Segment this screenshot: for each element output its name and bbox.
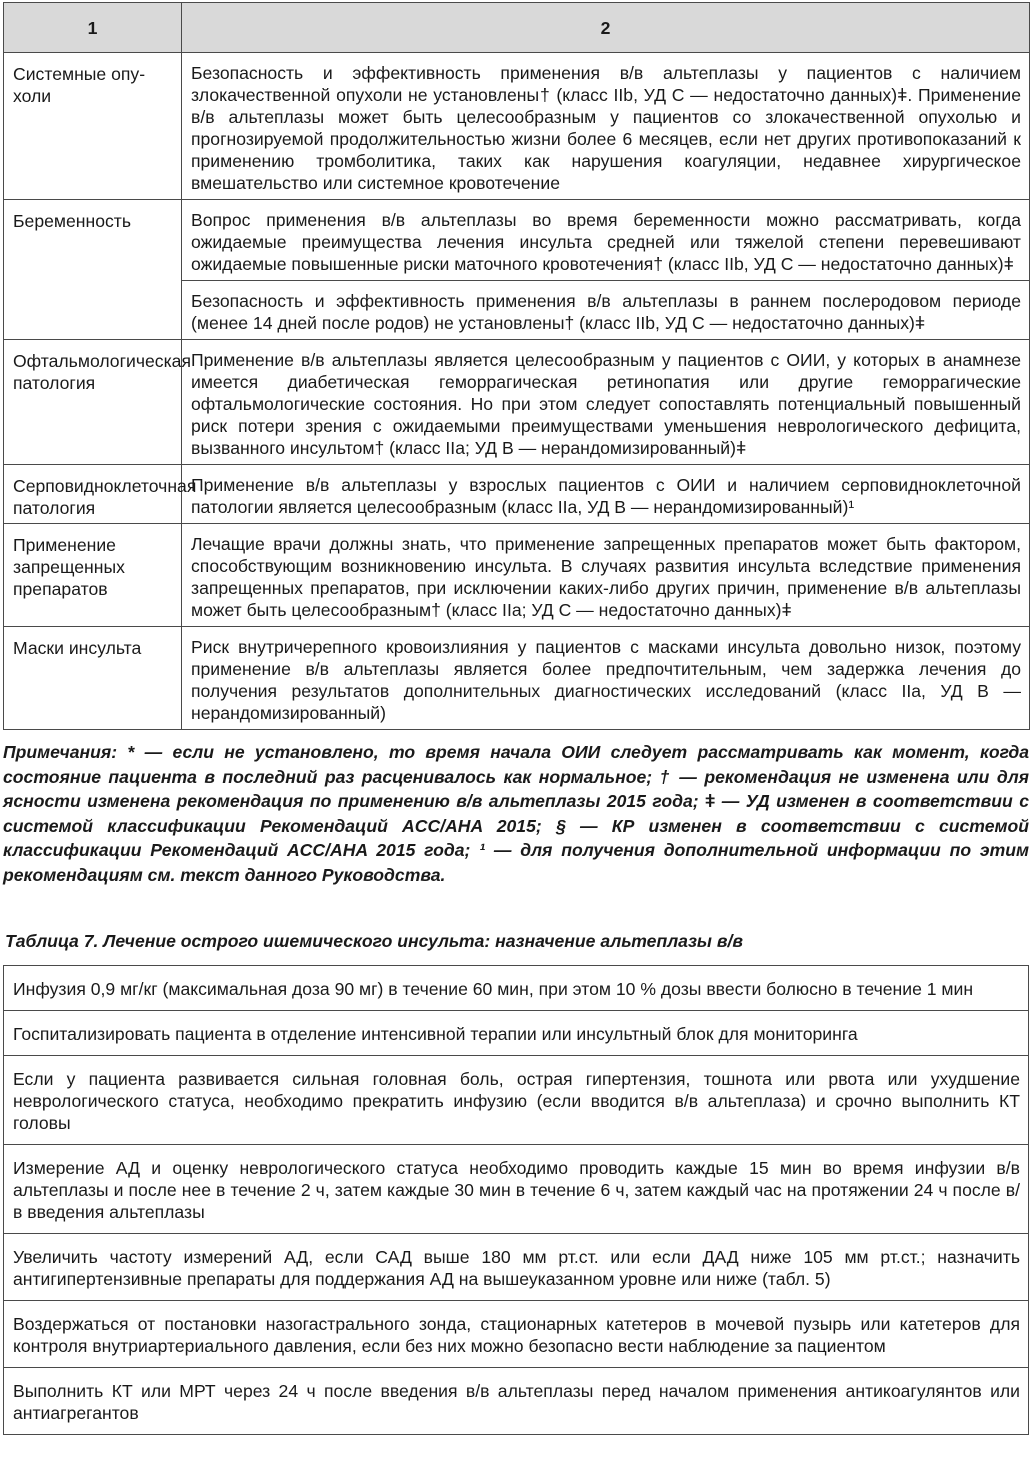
row-label-stroke-mimics: Маски инсульта xyxy=(4,627,182,730)
row-text-illicit-drugs: Лечащие врачи должны знать, что применение запрещенных препаратов может быть фактором, способствующим возникновению инсульта. В случаях развития инсульта вследствие применения запрещенных препаратов, при исключении каких-либо других причин, применение в/в альтеплазы может быть целесообразным† (класс IIa; УД С — недостаточно данных)ǂ xyxy=(182,524,1030,627)
column-header-2: 2 xyxy=(182,3,1030,53)
row-text-tumors: Безопасность и эффективность применения в/в альтеплазы у пациентов с наличием злокачественной опухоли не установлены† (класс IIb, УД С — недостаточно данных)ǂ. Применение в/в альтеплазы может быть целесообразным у пациентов со злокачественной опухолью и прогнозируемой продолжительностью жизни более 6 месяцев, если нет других противопоказаний к применению тромболитика, таких как нарушения коагуляции, недавнее хирургическое вмешательство или системное кровотечение xyxy=(182,53,1030,200)
table-row xyxy=(4,966,1029,1011)
table-7-cell: Выполнить КТ или МРТ через 24 ч после введения в/в альтеплазы перед началом применения антикоагулянтов или антиагрегантов xyxy=(4,1368,1029,1435)
column-header-1: 1 xyxy=(4,3,182,53)
row-label-ophthalmology: Офтальмологическая патология xyxy=(4,340,182,465)
table-row xyxy=(4,1234,1029,1301)
table-row xyxy=(4,627,1030,730)
row-label-tumors: Системные опу-холи xyxy=(4,53,182,200)
table-header-row xyxy=(4,3,1030,53)
table-row xyxy=(4,200,1030,281)
table-7-cell: Госпитализировать пациента в отделение интенсивной терапии или инсультный блок для мониторинга xyxy=(4,1011,1029,1056)
row-label-sickle-cell: Серповидноклеточная патология xyxy=(4,465,182,524)
row-text-sickle-cell: Применение в/в альтеплазы у взрослых пациентов с ОИИ и наличием серповидноклеточной патологии является целесообразным (класс IIa, УД В — нерандомизированный)¹ xyxy=(182,465,1030,524)
row-label-pregnancy: Беременность xyxy=(4,200,182,340)
table-7-cell: Если у пациента развивается сильная головная боль, острая гипертензия, тошнота или рвота или ухудшение неврологического статуса, необходимо прекратить инфузию (если вводится в/в альтеплаза) и срочно выполнить КТ головы xyxy=(4,1056,1029,1145)
table-row xyxy=(4,524,1030,627)
row-text-ophthalmology: Применение в/в альтеплазы является целесообразным у пациентов с ОИИ, у которых в анамнезе имеется диабетическая геморрагическая ретинопатия или другие геморрагические офтальмологические состояния. Но при этом следует сопоставлять потенциальный повышенный риск потери зрения с ожидаемыми преимуществами уменьшения неврологического дефицита, вызванного инсультом† (класс IIa; УД В — нерандомизированный)ǂ xyxy=(182,340,1030,465)
row-text-postpartum: Безопасность и эффективность применения в/в альтеплазы в раннем послеродовом периоде (менее 14 дней после родов) не установлены† (класс IIb, УД С — недостаточно данных)ǂ xyxy=(182,281,1030,340)
table-7-cell: Измерение АД и оценку неврологического статуса необходимо проводить каждые 15 мин во время инфузии в/в альтеплазы и после нее в течение 2 ч, затем каждые 30 мин в течение 6 ч, затем каждый час на протяжении 24 ч после в/в введения альтеплазы xyxy=(4,1145,1029,1234)
table-7-cell: Инфузия 0,9 мг/кг (максимальная доза 90 мг) в течение 60 мин, при этом 10 % дозы ввести болюсно в течение 1 мин xyxy=(4,966,1029,1011)
row-text-stroke-mimics: Риск внутричерепного кровоизлияния у пациентов с масками инсульта довольно низок, поэтому применение в/в альтеплазы является более предпочтительным, чем задержка лечения до получения результатов дополнительных диагностических исследований (класс IIa, УД В — нерандомизированный) xyxy=(182,627,1030,730)
table-notes: Примечания: * — если не установлено, то время начала ОИИ следует рассматривать как момент, когда состояние пациента в последний раз расценивалось как нормальное; † — рекомендация не изменена или для ясности изменена рекомендация по применению в/в альтеплазы 2015 года; ǂ — УД изменен в соответствии с системой классификации Рекомендаций ACC/AHA 2015; § — КР изменен в соответствии с системой классификации Рекомендаций ACC/AHA 2015 года; ¹ — для получения дополнительной информации по этим рекомендациям см. текст данного Руководства. xyxy=(3,742,1029,885)
table-7-cell: Воздержаться от постановки назогастрального зонда, стационарных катетеров в мочевой пузырь или катетеров для контроля внутриартериального давления, если без них можно безопасно вести наблюдение за пациентом xyxy=(4,1301,1029,1368)
table-row xyxy=(4,1301,1029,1368)
table-row xyxy=(4,1056,1029,1145)
table-row xyxy=(4,53,1030,200)
table-row xyxy=(4,340,1030,465)
recommendations-table xyxy=(3,2,1030,730)
table-row xyxy=(4,1011,1029,1056)
table-row xyxy=(4,465,1030,524)
table-row xyxy=(4,1368,1029,1435)
table-7-caption: Таблица 7. Лечение острого ишемического инсульта: назначение альтеплазы в/в xyxy=(5,931,743,951)
row-label-illicit-drugs: Применение запрещенных препаратов xyxy=(4,524,182,627)
table-7-cell: Увеличить частоту измерений АД, если САД выше 180 мм рт.ст. или если ДАД ниже 105 мм рт.ст.; назначить антигипертензивные препараты для поддержания АД на вышеуказанном уровне или ниже (табл. 5) xyxy=(4,1234,1029,1301)
table-7 xyxy=(3,965,1029,1435)
table-row xyxy=(4,1145,1029,1234)
row-text-pregnancy: Вопрос применения в/в альтеплазы во время беременности можно рассматривать, когда ожидаемые преимущества лечения инсульта средней или тяжелой степени перевешивают ожидаемые повышенные риски маточного кровотечения† (класс IIb, УД С — недостаточно данных)ǂ xyxy=(182,200,1030,281)
